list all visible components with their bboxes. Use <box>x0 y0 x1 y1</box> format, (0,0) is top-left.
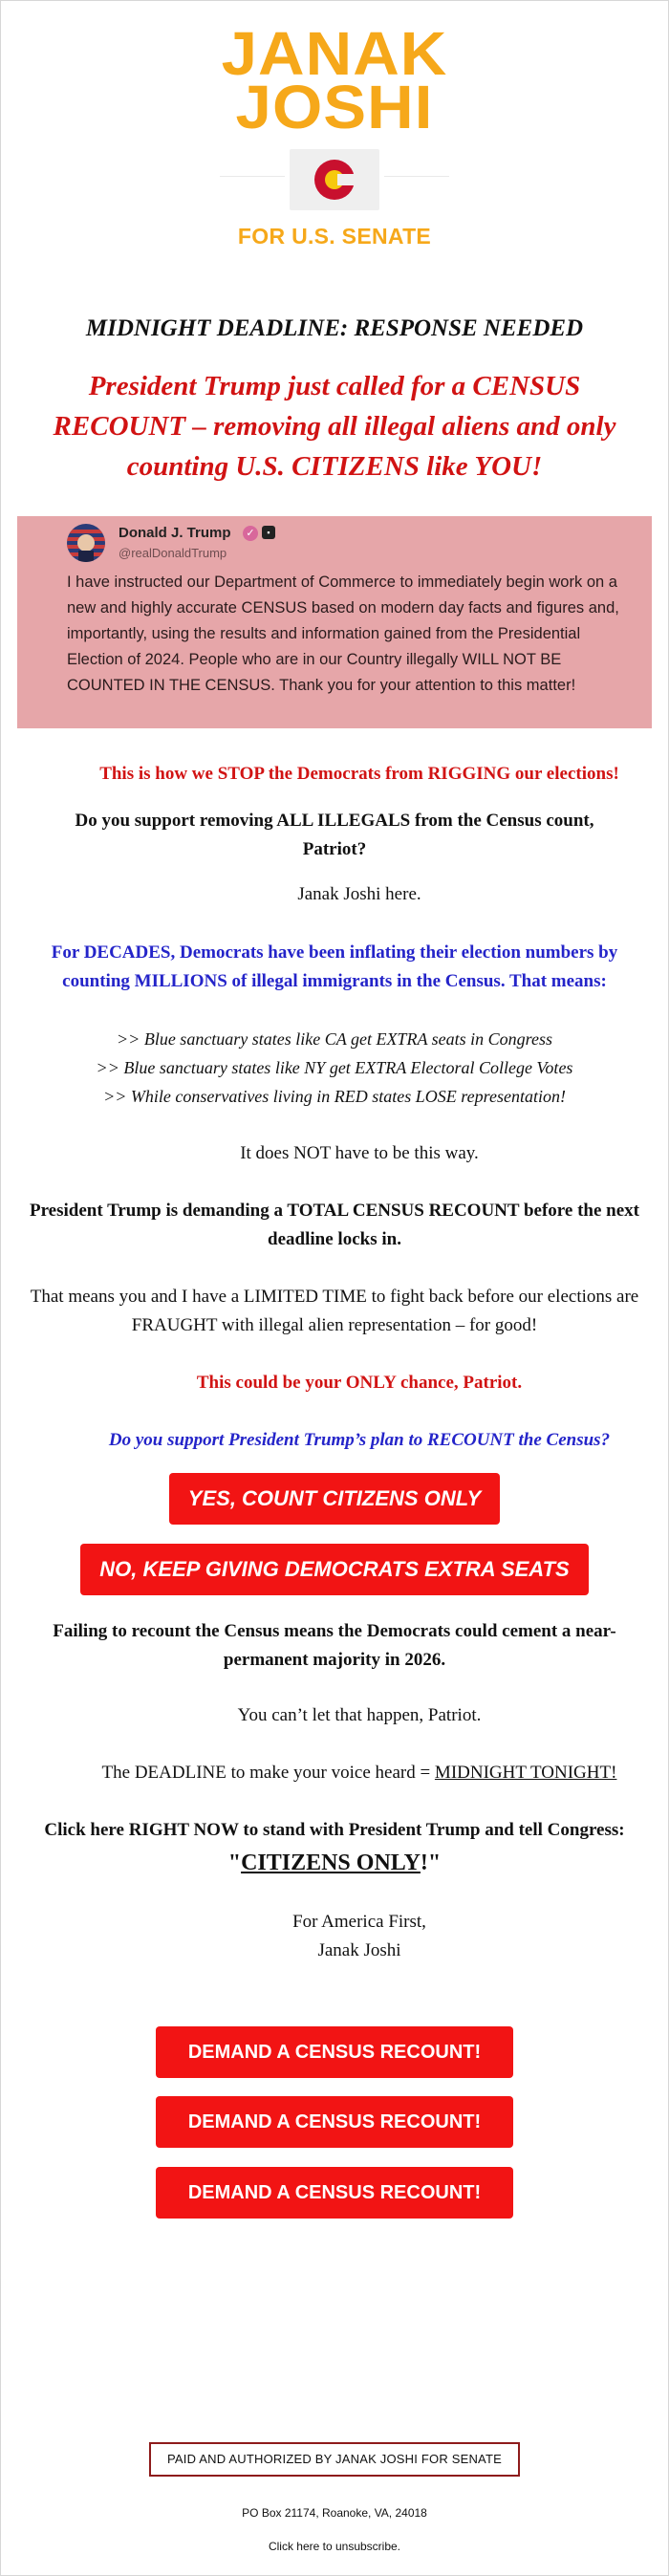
demand-recount-button-3[interactable]: DEMAND A CENSUS RECOUNT! <box>156 2167 513 2219</box>
only-chance-line: This could be your ONLY chance, Patriot. <box>196 1373 523 1393</box>
flag-badge-icon: ▪ <box>262 526 275 539</box>
signoff-line-2: Janak Joshi <box>317 1940 401 1960</box>
logo-tagline-prefix: FOR <box>237 224 292 249</box>
no-extra-seats-button[interactable]: NO, KEEP GIVING DEMOCRATS EXTRA SEATS <box>80 1544 588 1595</box>
paid-for-disclaimer: PAID AND AUTHORIZED BY JANAK JOSHI FOR SENATE <box>149 2442 520 2477</box>
not-this-way-line: It does NOT have to be this way. <box>240 1143 479 1163</box>
tweet-author-name: Donald J. Trump <box>119 525 231 541</box>
deadline-line <box>0 1759 669 1787</box>
logo-divider-left <box>220 176 285 177</box>
signoff-line-1: For America First, <box>292 1912 426 1932</box>
tweet-handle: @realDonaldTrump <box>119 546 227 560</box>
quote-close: !" <box>420 1851 442 1875</box>
click-here-line: Click here RIGHT NOW to stand with President Trump and tell Congress: <box>44 1820 625 1840</box>
headline: MIDNIGHT DEADLINE: RESPONSE NEEDED <box>85 315 584 341</box>
cant-let-line: You can’t let that happen, Patriot. <box>237 1705 482 1725</box>
quote-open: " <box>227 1851 242 1875</box>
logo-first-name: JANAK <box>221 19 448 88</box>
list-item: >> While conservatives living in RED states LOSE representation! <box>103 1087 566 1106</box>
verified-badge-icon: ✓ <box>243 526 258 541</box>
stop-democrats-line: This is how we STOP the Democrats from RIGGING our elections! <box>99 764 619 784</box>
question-remove-illegals: Do you support removing ALL ILLEGALS from the Census count, Patriot? <box>75 811 594 859</box>
avatar <box>67 524 105 562</box>
mailing-address: PO Box 21174, Roanoke, VA, 24018 <box>242 2506 427 2520</box>
citizens-only-link[interactable]: CITIZENS ONLY <box>241 1851 421 1875</box>
tweet-text: I have instructed our Department of Commerce to immediately begin work on a new and highly accurate CENSUS based on modern day facts and figures and, importantly, using the results and information gained from the Presidential Election of 2024. People who are in our Country illegally WILL NOT BE COUNTED IN THE CENSUS. Thank you for your attention to this matter! <box>67 574 619 694</box>
deadline-prefix: The DEADLINE to make your voice heard = <box>101 1763 435 1783</box>
colorado-c-logo-icon <box>290 149 379 210</box>
demand-recount-button-1[interactable]: DEMAND A CENSUS RECOUNT! <box>156 2026 513 2078</box>
yes-count-citizens-button[interactable]: YES, COUNT CITIZENS ONLY <box>169 1473 500 1525</box>
trump-demanding-paragraph: President Trump is demanding a TOTAL CENSUS RECOUNT before the next deadline locks in. <box>29 1201 639 1249</box>
list-item: >> Blue sanctuary states like NY get EXTRA Electoral College Votes <box>96 1058 573 1077</box>
logo-tagline <box>0 224 669 249</box>
intro-line: Janak Joshi here. <box>297 884 421 904</box>
decades-paragraph: For DECADES, Democrats have been inflating their election numbers by counting MILLIONS of illegal immigrants in the Census. That means: <box>51 942 618 991</box>
logo-tagline-main: U.S. SENATE <box>291 224 432 249</box>
limited-time-paragraph: That means you and I have a LIMITED TIME to fight back before our elections are FRAUGHT with illegal alien representation – for good! <box>30 1287 639 1335</box>
unsubscribe-link[interactable]: Click here to unsubscribe. <box>268 2540 401 2553</box>
citizens-only-quote <box>0 1847 669 1879</box>
logo-divider-right <box>384 176 449 177</box>
tweet-screenshot <box>17 516 652 728</box>
bullet-list <box>0 1025 669 1111</box>
logo-last-name: JOSHI <box>235 73 434 141</box>
subhead: President Trump just called for a CENSUS RECOUNT – removing all illegal aliens and only counting U.S. CITIZENS like YOU! <box>53 371 616 482</box>
logo <box>0 19 669 141</box>
list-item: >> Blue sanctuary states like CA get EXTRA seats in Congress <box>117 1029 552 1049</box>
failing-recount-paragraph: Failing to recount the Census means the Democrats could cement a near-permanent majority in 2026. <box>53 1621 616 1670</box>
support-plan-question: Do you support President Trump’s plan to RECOUNT the Census? <box>108 1430 611 1450</box>
midnight-tonight-link[interactable]: MIDNIGHT TONIGHT! <box>434 1763 617 1783</box>
demand-recount-button-2[interactable]: DEMAND A CENSUS RECOUNT! <box>156 2096 513 2148</box>
